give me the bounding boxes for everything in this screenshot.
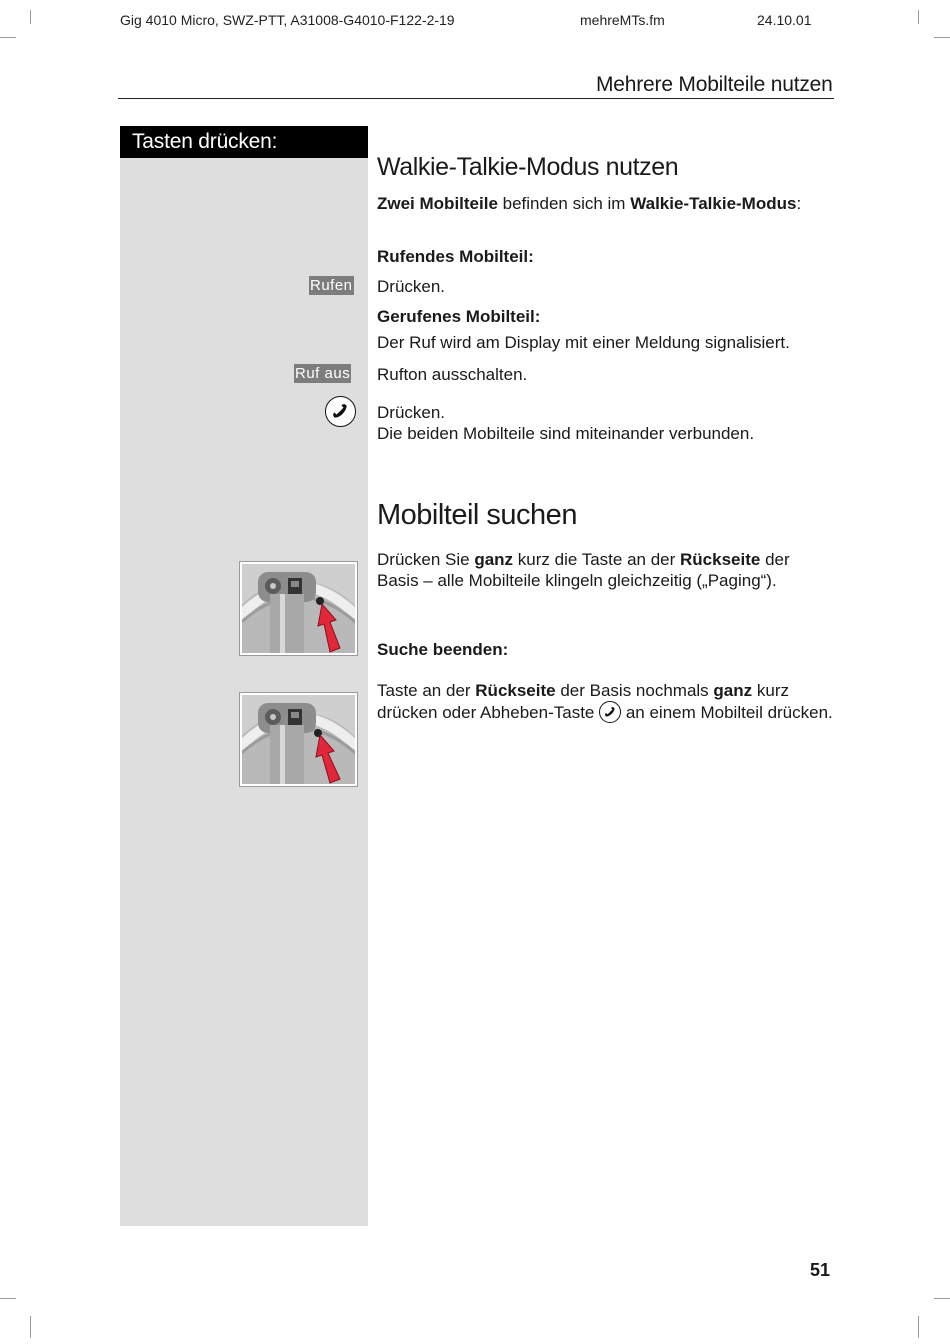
intro-text: befinden sich im [497,194,631,213]
end-search-instruction [377,680,835,723]
doc-id: Gig 4010 Micro, SWZ-PTT, A31008-G4010-F122-2-19 [120,12,455,28]
walkie-intro [377,193,807,214]
softkey-ruf-aus: Ruf aus [295,365,351,382]
connected-text: Die beiden Mobilteile sind miteinander verbunden. [377,424,755,443]
find-instruction [377,549,832,591]
text-run: kurz die Taste an der [513,550,681,569]
base-station-rear-button-photo [240,562,357,655]
text-run: an einem Mobilteil drücken. [621,703,833,722]
file-name: mehreMTs.fm [580,12,665,28]
crop-mark [0,37,16,38]
page-number: 51 [810,1260,831,1280]
title-rule [118,98,834,99]
intro-bold: Zwei Mobilteile [377,194,498,213]
find-heading: Mobilteil suchen [377,499,577,531]
text-run-bold: Rückseite [680,550,761,569]
handset-hook-icon [599,701,621,723]
intro-bold: Walkie-Talkie-Modus [630,194,797,213]
text-run: Drücken Sie [377,550,475,569]
text-run-bold: Rückseite [475,681,556,700]
press-step: Drücken. [377,277,446,296]
handset-hook-icon [325,396,356,427]
text-run: kurz drücken oder Abheben-Taste [377,681,789,722]
end-search-label: Suche beenden: [377,640,509,659]
crop-mark [934,37,950,38]
callee-text: Der Ruf wird am Display mit einer Meldung signalisiert. [377,333,790,352]
crop-mark [30,1316,31,1338]
text-run: der Basis – alle Mobilteile klingeln gleichzeitig („Paging“). [377,550,790,590]
sidebar-heading: Tasten drücken: [120,126,368,158]
crop-mark [918,10,919,24]
intro-text: : [796,194,802,213]
crop-mark [934,1298,950,1299]
text-run-bold: ganz [713,681,753,700]
text-run: der Basis nochmals [555,681,714,700]
press-step-2: Drücken. [377,403,446,422]
crop-mark [0,1298,16,1299]
crop-mark [30,10,31,24]
caller-label: Rufendes Mobilteil: [377,247,534,266]
walkie-heading: Walkie-Talkie-Modus nutzen [377,153,679,181]
doc-date: 24.10.01 [757,12,812,28]
ring-off-text: Rufton ausschalten. [377,365,528,384]
base-station-rear-button-photo [240,693,357,786]
crop-mark [918,1316,919,1338]
text-run: Taste an der [377,681,476,700]
softkey-rufen: Rufen [310,277,353,294]
section-title: Mehrere Mobilteile nutzen [596,73,833,96]
text-run-bold: ganz [474,550,514,569]
callee-label: Gerufenes Mobilteil: [377,307,541,326]
